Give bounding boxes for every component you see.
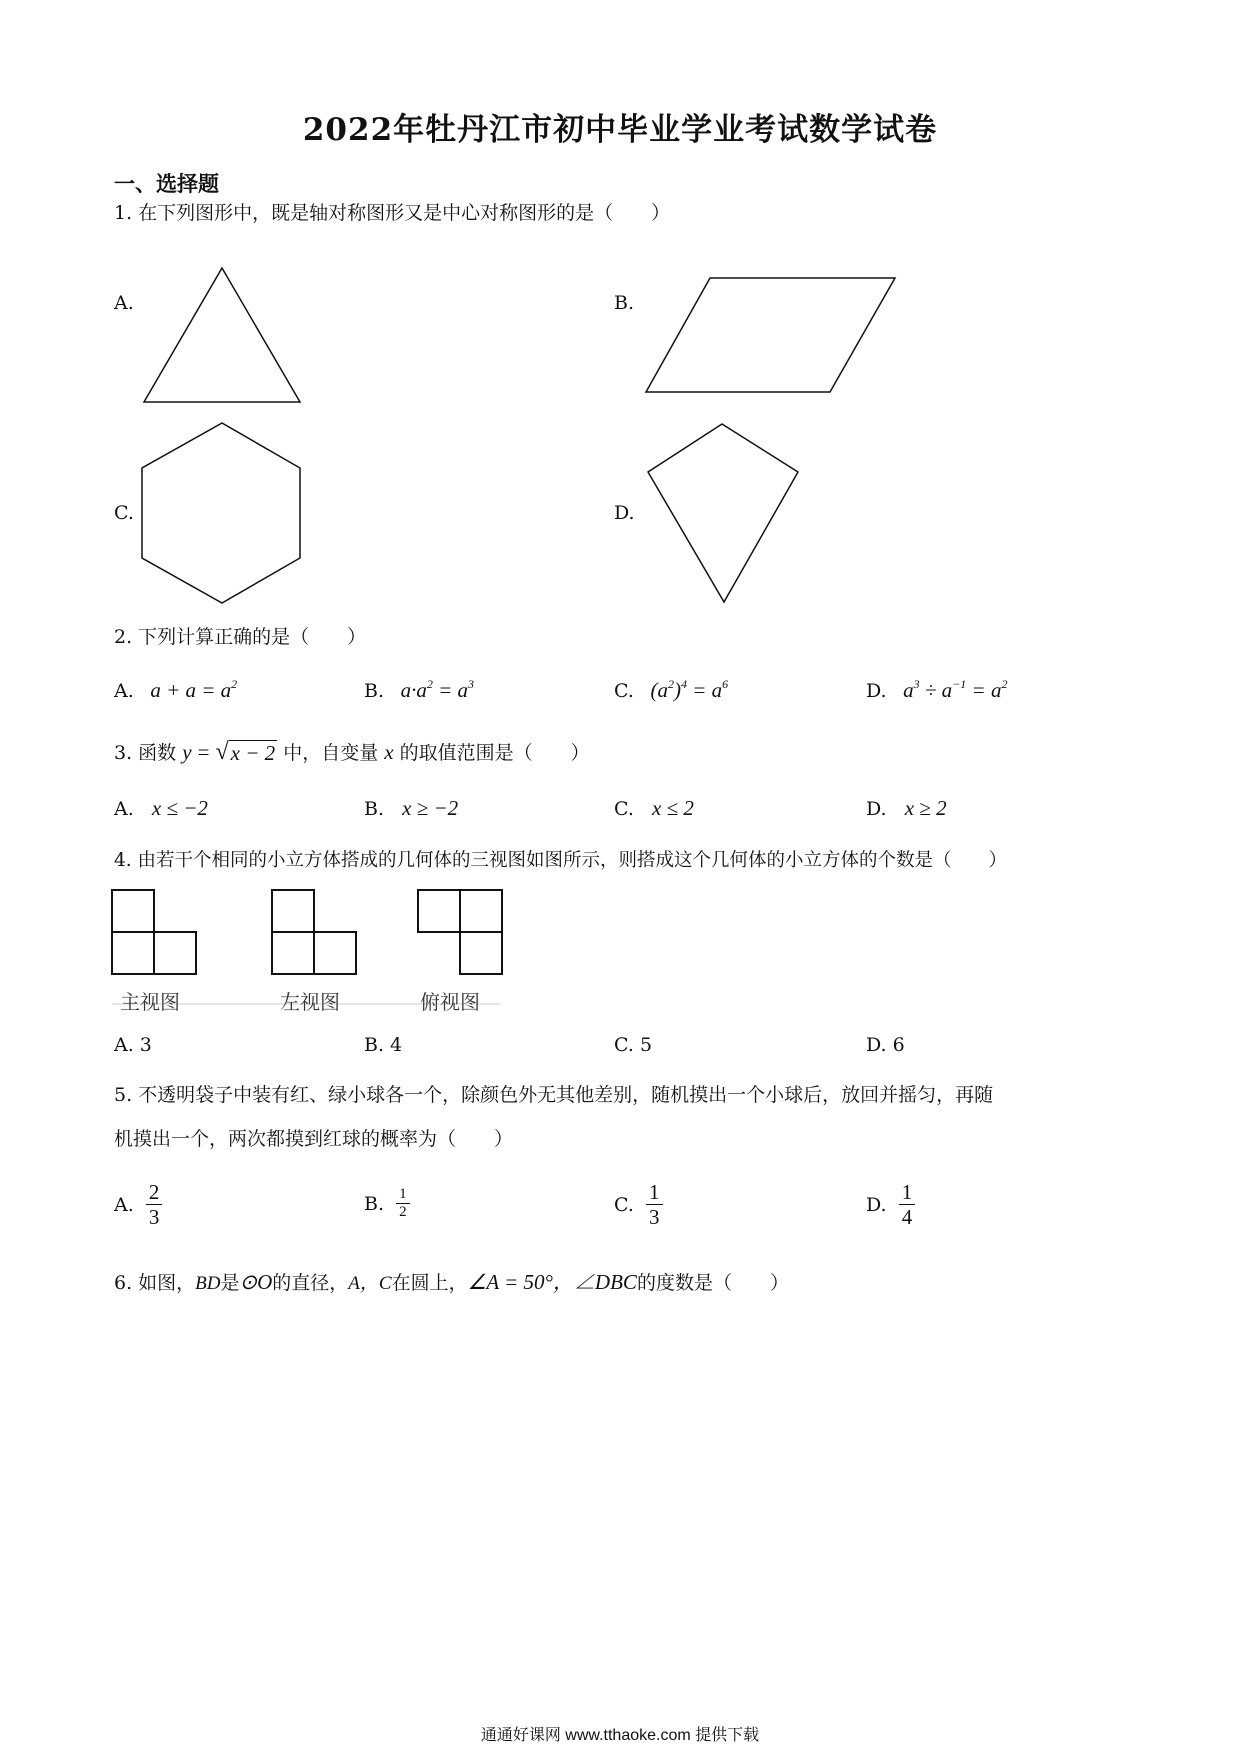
q5-option-c[interactable]	[614, 1180, 663, 1229]
q3-var-y: y	[182, 740, 192, 764]
q6-stem-c: 在圆上，	[391, 1272, 468, 1294]
q3-option-b-label: B.	[364, 798, 385, 820]
q3-equals: =	[197, 740, 210, 764]
q5-option-a[interactable]	[114, 1180, 162, 1229]
q5-d-numerator: 1	[899, 1180, 916, 1205]
q2-option-d-label: D.	[866, 680, 887, 702]
q6-ac: A，C	[348, 1273, 392, 1294]
q5-option-d-fraction	[899, 1180, 916, 1229]
q2-option-c-label: C.	[614, 680, 634, 702]
q5-c-denominator: 3	[649, 1205, 660, 1230]
q1-option-b-label[interactable]: B.	[614, 292, 635, 314]
q2-option-b-label: B.	[364, 680, 385, 702]
q4-option-d[interactable]: D. 6	[866, 1034, 905, 1056]
q5-c-numerator: 1	[646, 1180, 663, 1205]
q3-option-c-label: C.	[614, 798, 634, 820]
footer-source: 通通好课网 www.tthaoke.com 提供下载	[480, 1727, 760, 1744]
q5-d-denominator: 4	[901, 1205, 913, 1230]
q4-option-a[interactable]: A. 3	[114, 1034, 152, 1056]
top-view-caption: 俯视图	[420, 992, 480, 1014]
q3-radicand: x − 2	[230, 741, 276, 765]
question-5-stem-line1: 5. 不透明袋子中装有红、绿小球各一个，除颜色外无其他差别，随机摸出一个小球后，放回并摇匀，再随	[114, 1084, 994, 1106]
q5-a-denominator: 3	[148, 1205, 160, 1230]
q6-stem-d: 的度数是（ ）	[636, 1272, 789, 1294]
front-view-caption: 主视图	[120, 992, 180, 1014]
q5-option-a-label: A.	[114, 1193, 134, 1216]
question-4-stem: 4. 由若干个相同的小立方体搭成的几何体的三视图如图所示，则搭成这个几何体的小立方体的个数是（ ）	[114, 850, 1008, 871]
q3-var-x: x	[384, 740, 394, 764]
q4-option-b[interactable]: B. 4	[364, 1034, 403, 1056]
q5-option-b-fraction	[396, 1186, 410, 1222]
q1-option-a-label[interactable]: A.	[114, 292, 134, 314]
q2-option-b-formula: $a\cdot a^2 = a^3$	[390, 677, 474, 702]
q4-option-c[interactable]: C. 5	[614, 1034, 653, 1056]
question-1-stem: 1. 在下列图形中，既是轴对称图形又是中心对称图形的是（ ）	[114, 202, 671, 224]
q5-b-numerator: 1	[396, 1186, 410, 1204]
q5-a-numerator: 2	[146, 1180, 163, 1205]
q3-option-a-value: x ≤ −2	[151, 796, 208, 820]
left-view-caption: 左视图	[280, 992, 340, 1014]
q6-stem-pre: 6. 如图，	[114, 1272, 196, 1294]
q6-angle-dbc: ∠DBC	[573, 1270, 637, 1294]
q6-circle-o: ⊙O	[239, 1270, 273, 1294]
q3-stem-pre: 3. 函数	[114, 742, 177, 764]
q6-stem-a: 是	[220, 1272, 240, 1294]
question-5-stem-line2: 机摸出一个，两次都摸到红球的概率为（ ）	[114, 1128, 514, 1150]
q6-angle-a: ∠A = 50°，	[467, 1270, 574, 1294]
q5-option-d-label: D.	[866, 1193, 887, 1216]
q5-option-d[interactable]	[866, 1180, 915, 1229]
q6-bd: BD	[195, 1273, 221, 1294]
q1-option-c-label[interactable]: C.	[114, 502, 134, 524]
q5-option-a-fraction	[146, 1180, 163, 1229]
q5-option-b-label: B.	[364, 1192, 385, 1215]
q3-sqrt: √ x − 2	[215, 739, 276, 765]
q2-option-a-label: A.	[114, 680, 134, 702]
q3-stem-mid: 中，自变量	[283, 742, 379, 764]
q5-b-denominator: 2	[399, 1204, 407, 1221]
q5-option-b[interactable]	[364, 1186, 410, 1222]
q3-stem-post: 的取值范围是（ ）	[399, 742, 590, 764]
q5-option-c-fraction	[646, 1180, 663, 1229]
q2-option-c-formula: $(a^2)^4 = a^6$	[639, 677, 729, 702]
question-2-stem: 2. 下列计算正确的是（ ）	[114, 626, 367, 648]
q1-option-d-label[interactable]: D.	[614, 502, 635, 524]
section-title: 一、选择题	[114, 171, 219, 196]
q3-option-b-value: x ≥ −2	[402, 796, 459, 820]
q2-option-a-formula: $a + a = a^2$	[139, 677, 238, 702]
q3-option-a-label: A.	[114, 798, 134, 820]
q3-option-d-label: D.	[866, 798, 887, 820]
q3-option-d-value: x ≥ 2	[904, 796, 947, 820]
question-6-stem	[114, 1266, 789, 1296]
q3-option-c-value: x ≤ 2	[652, 796, 694, 820]
q5-option-c-label: C.	[614, 1193, 634, 1216]
page-title: 2022年牡丹江市初中毕业学业考试数学试卷	[302, 112, 938, 148]
q6-stem-b: 的直径，	[272, 1272, 349, 1294]
q2-option-d-formula: $a^3 \div a^{-1} = a^2$	[892, 677, 1008, 702]
